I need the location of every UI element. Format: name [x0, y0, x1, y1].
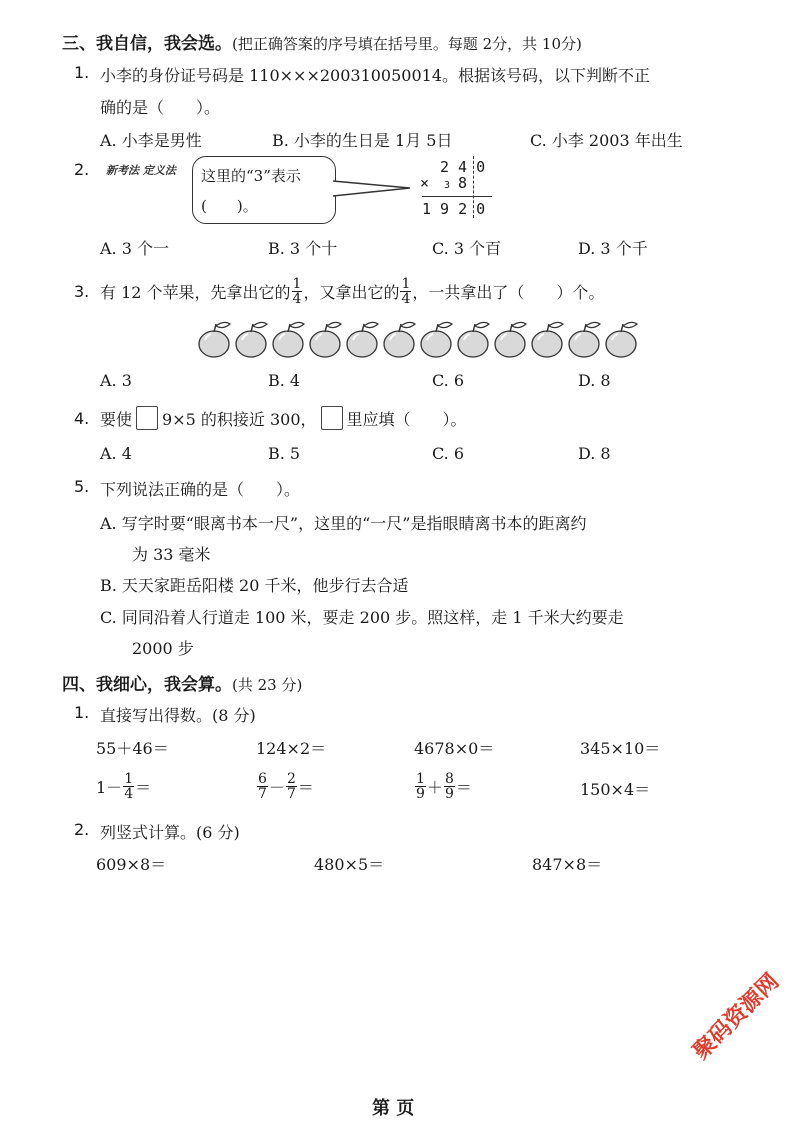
bubble-text-line1: 这里的“3”表示	[201, 167, 301, 185]
q1-line1: 小李的身份证号码是 110×××200310050014。根据该号码，以下判断不正	[100, 66, 651, 85]
q3-number: 3.	[74, 282, 90, 301]
q2-option-b: B. 3 个十	[268, 239, 338, 258]
apple-icon	[421, 322, 452, 357]
apple-icon	[236, 322, 267, 357]
p1-item-7-fraction-2	[444, 772, 455, 801]
p1-item-6-operator: －	[268, 777, 285, 797]
q5-number: 5.	[74, 477, 90, 496]
p1-item-6-fraction-1	[257, 772, 268, 801]
q3-fraction-2	[400, 277, 411, 306]
p1-item-6	[256, 768, 314, 804]
q3-option-b: B. 4	[268, 371, 301, 390]
q5-option-a-line1: A. 写字时要“眼离书本一尺”，这里的“一尺”是指眼睛离书本的距离约	[100, 514, 587, 533]
q4-text-3: 里应填（ ）。	[346, 409, 467, 429]
p1-item-7-denominator-2: 9	[444, 785, 454, 802]
apple-icon	[310, 322, 341, 357]
apple-icon	[569, 322, 600, 357]
q5-option-c-line1: C. 同同沿着人行道走 100 米，要走 200 步。照这样，走 1 千米大约要走	[100, 608, 624, 627]
p1-item-2: 124×2＝	[256, 739, 327, 758]
apple-icon	[347, 322, 378, 357]
apple-icon	[384, 322, 415, 357]
q5-option-b: B. 天天家距岳阳楼 20 千米，他步行去合适	[100, 576, 409, 595]
q5-stem: 下列说法正确的是（ ）。	[100, 480, 301, 499]
q4-text-2: 9×5 的积接近 300，	[162, 409, 317, 429]
q3-fraction-1	[292, 277, 303, 306]
q3-option-d: D. 8	[578, 371, 611, 390]
p2-number: 2.	[74, 820, 90, 839]
bubble-text-line2: ( )。	[201, 197, 258, 215]
q4-number: 4.	[74, 409, 90, 428]
p1-item-1: 55＋46＝	[96, 739, 169, 758]
q3-stem	[100, 273, 604, 309]
apple-icon	[458, 322, 489, 357]
p1-item-8: 150×4＝	[580, 780, 651, 799]
p1-item-5-equals: ＝	[135, 777, 152, 797]
apple-icon	[495, 322, 526, 357]
q3-option-a: A. 3	[100, 371, 132, 390]
q4-option-b: B. 5	[268, 444, 301, 463]
q1-option-c: C. 小李 2003 年出生	[530, 131, 683, 150]
calc-dashed-divider	[473, 156, 474, 218]
q4-option-a: A. 4	[100, 444, 132, 463]
q3-text-3: ，一共拿出了（ ）个。	[412, 282, 605, 302]
q5-option-a-line2: 为 33 毫米	[132, 545, 211, 564]
p1-title: 直接写出得数。(8 分)	[100, 706, 256, 725]
p1-item-6-numerator-2: 2	[286, 770, 296, 787]
section-4-note: (共 23 分)	[232, 676, 303, 694]
section-4-title: 四、我细心，我会算。	[62, 675, 232, 695]
q3-text-2: ，又拿出它的	[303, 282, 400, 302]
p1-item-6-denominator-2: 7	[286, 785, 296, 802]
q1-option-a: A. 小李是男性	[100, 131, 202, 150]
p2-item-1: 609×8＝	[96, 855, 167, 874]
p1-item-6-numerator-1: 6	[258, 770, 267, 787]
section-3-title: 三、我自信，我会选。	[62, 34, 232, 54]
apple-icon	[532, 322, 563, 357]
q4-blank-box-2	[321, 406, 343, 430]
p1-item-7-numerator-1: 1	[416, 770, 425, 787]
q3-fraction-2-numerator: 1	[401, 275, 411, 292]
bubble-pointer	[330, 176, 420, 202]
apple-icon	[606, 322, 637, 357]
q4-blank-box-1	[136, 406, 158, 430]
p1-item-5-denominator: 4	[124, 785, 134, 802]
calc-row-1920: 1 9 2 0	[422, 200, 486, 218]
p1-item-7-equals: ＝	[455, 777, 472, 797]
q1-number: 1.	[74, 63, 90, 82]
calc-carry-3: 3	[444, 180, 451, 191]
p2-item-3: 847×8＝	[532, 855, 603, 874]
p1-item-7-fraction-1	[415, 772, 426, 801]
q2-option-a: A. 3 个一	[100, 239, 169, 258]
p1-item-7-denominator-1: 9	[416, 785, 425, 802]
section-3-heading	[62, 29, 582, 54]
section-4-heading	[62, 670, 302, 695]
apple-row	[196, 318, 646, 360]
p1-item-5-pre: 1－	[96, 777, 123, 797]
p1-item-5-fraction	[123, 772, 134, 801]
p1-item-6-denominator-1: 7	[258, 785, 267, 802]
q4-stem	[100, 404, 467, 432]
p1-item-7-numerator-2: 8	[444, 770, 454, 787]
q1-option-b: B. 小李的生日是 1月 5日	[272, 131, 453, 150]
p1-item-6-fraction-2	[286, 772, 297, 801]
apple-icon	[273, 322, 304, 357]
q3-fraction-1-denominator: 4	[292, 290, 302, 307]
q3-fraction-1-numerator: 1	[292, 275, 302, 292]
q5-option-c-line2: 2000 步	[132, 639, 194, 658]
calc-row-240: 2 4 0	[440, 158, 486, 176]
q3-option-c: C. 6	[432, 371, 465, 390]
p1-item-7-operator: ＋	[426, 777, 443, 797]
page-footer: 第 页	[372, 1098, 415, 1119]
calc-result-line	[422, 196, 492, 197]
calc-times-sign: ×	[420, 174, 430, 192]
p1-item-5-numerator: 1	[124, 770, 134, 787]
q2-number: 2.	[74, 160, 90, 179]
p2-title: 列竖式计算。(6 分)	[100, 823, 240, 842]
p2-item-2: 480×5＝	[314, 855, 385, 874]
p1-number: 1.	[74, 703, 90, 722]
vertical-multiplication	[418, 154, 498, 222]
new-method-badge: 新考法 定义法	[106, 164, 176, 177]
q3-text-1: 有 12 个苹果，先拿出它的	[100, 282, 291, 302]
p1-item-3: 4678×0＝	[414, 739, 495, 758]
q4-option-d: D. 8	[578, 444, 611, 463]
p1-item-6-equals: ＝	[297, 777, 314, 797]
p1-item-5	[96, 768, 151, 804]
q2-option-d: D. 3 个千	[578, 239, 648, 258]
watermark-stamp: 聚码资源网	[688, 969, 785, 1065]
q4-text-1: 要使	[100, 409, 133, 429]
q1-line2: 确的是（ ）。	[100, 98, 221, 117]
q3-fraction-2-denominator: 4	[401, 290, 411, 307]
q4-option-c: C. 6	[432, 444, 465, 463]
speech-bubble	[192, 156, 336, 224]
section-3-note: (把正确答案的序号填在括号里。每题 2分，共 10分)	[232, 35, 582, 53]
calc-row-8: 8	[458, 174, 468, 192]
p1-item-4: 345×10＝	[580, 739, 661, 758]
p1-item-7	[414, 768, 472, 804]
q2-option-c: C. 3 个百	[432, 239, 502, 258]
apple-icon	[199, 322, 230, 357]
